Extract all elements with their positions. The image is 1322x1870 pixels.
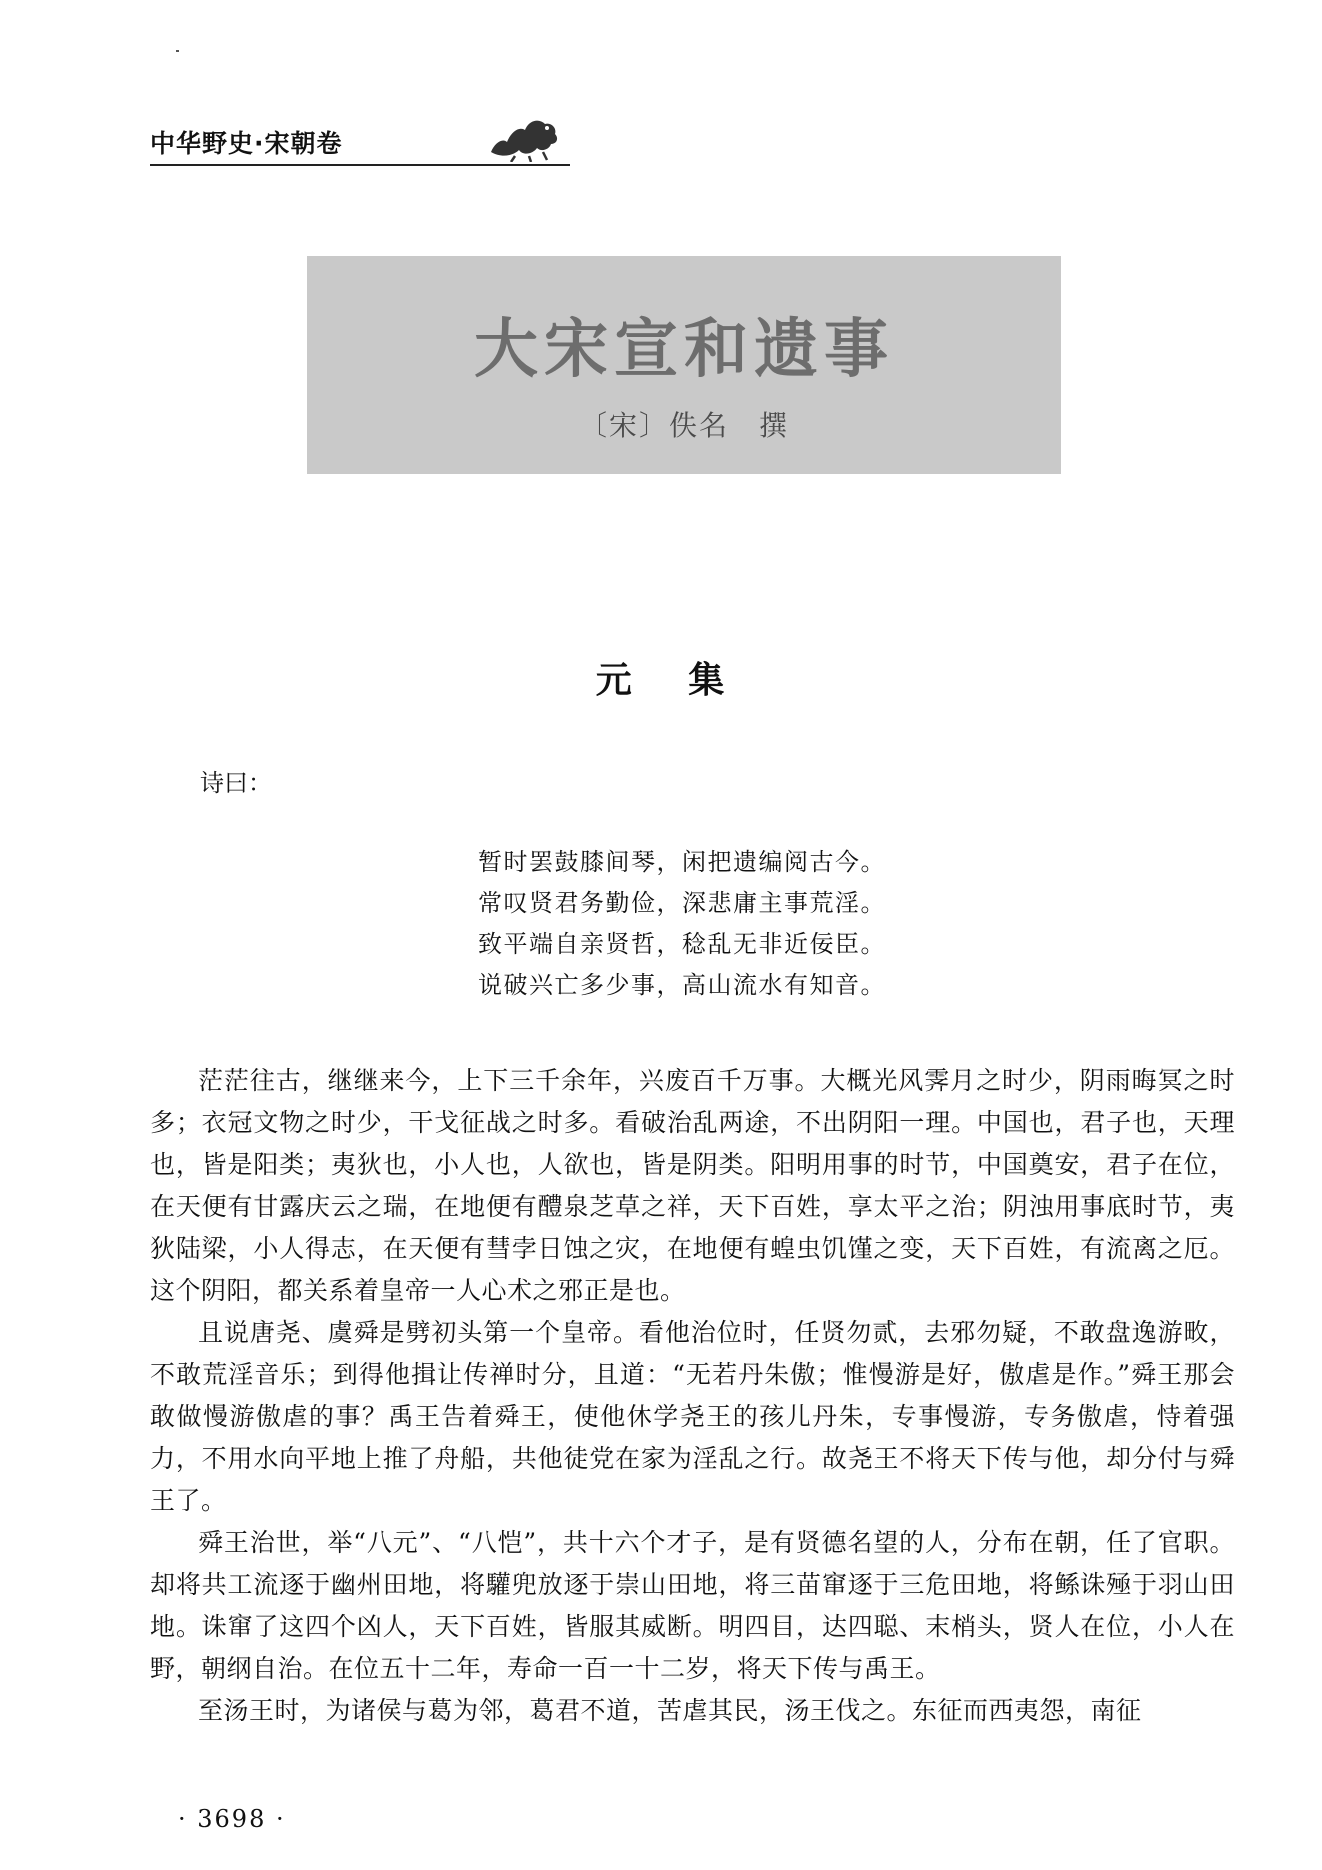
paragraph: 茫茫往古，继继来今，上下三千余年，兴废百千万事。大概光风霁月之时少，阴雨晦冥之时多；衣冠文物之时少，干戈征战之时多。看破治乱两途，不出阴阳一理。中国也，君子也，天理也，皆是阳类；夷狄也，小人也，人欲也，皆是阴类。阳明用事的时节，中国奠安，君子在位，在天便有甘露庆云之瑞，在地便有醴泉芝草之祥，天下百姓，享太平之治；阴浊用事底时节，夷狄陆梁，小人得志，在天便有彗孛日蚀之灾，在地便有蝗虫饥馑之变，天下百姓，有流离之厄。这个阴阳，都关系着皇帝一人心术之邪正是也。 [150, 1066, 1235, 1305]
book-title: 大宋宣和遗事 [474, 312, 894, 387]
poem-line: 说破兴亡多少事，高山流水有知音。 [478, 971, 886, 999]
poem [478, 842, 978, 1006]
paragraph: 舜王治世，举“八元”、“八恺”，共十六个才子，是有贤德名望的人，分布在朝，任了官职。却将共工流逐于幽州田地，将驩兜放逐于崇山田地，将三苗窜逐于三危田地，将鲧诛殛于羽山田地。诛窜了这四个凶人，天下百姓，皆服其威断。明四目，达四聪、末梢头，贤人在位，小人在野，朝纲自治。在位五十二年，寿命一百一十二岁，将天下传与禹王。 [150, 1528, 1235, 1683]
title-block [307, 256, 1061, 474]
chapter-title: 元 集 [595, 660, 727, 701]
paragraph: 至汤王时，为诸侯与葛为邻，葛君不道，苦虐其民，汤王伐之。东征而西夷怨，南征 [198, 1696, 1142, 1725]
paragraph: 且说唐尧、虞舜是劈初头第一个皇帝。看他治位时，任贤勿贰，去邪勿疑，不敢盘逸游畋，不敢荒淫音乐；到得他揖让传禅时分，且道：“无若丹朱傲；惟慢游是好，傲虐是作。”舜王那会敢做慢游傲虐的事？禹王告着舜王，使他休学尧王的孩儿丹朱，专事慢游，专务傲虐，恃着强力，不用水向平地上推了舟船，共他徒党在家为淫乱之行。故尧王不将天下传与他，却分付与舜王了。 [150, 1318, 1235, 1515]
dragon-emblem-icon [485, 112, 565, 162]
scan-speck [176, 50, 179, 52]
book-author: 〔宋〕佚名 撰 [578, 409, 789, 442]
page-number: · 3698 · [178, 1805, 286, 1833]
series-title: 中华野史·宋朝卷 [150, 129, 343, 158]
body-text [150, 1060, 1235, 1732]
poem-intro: 诗曰： [200, 769, 272, 797]
running-head [150, 112, 570, 172]
header-rule [150, 164, 570, 166]
poem-line: 暂时罢鼓膝间琴，闲把遗编阅古今。 [478, 848, 886, 876]
poem-line: 致平端自亲贤哲，稔乱无非近佞臣。 [478, 930, 886, 958]
poem-line: 常叹贤君务勤俭，深悲庸主事荒淫。 [478, 889, 886, 917]
